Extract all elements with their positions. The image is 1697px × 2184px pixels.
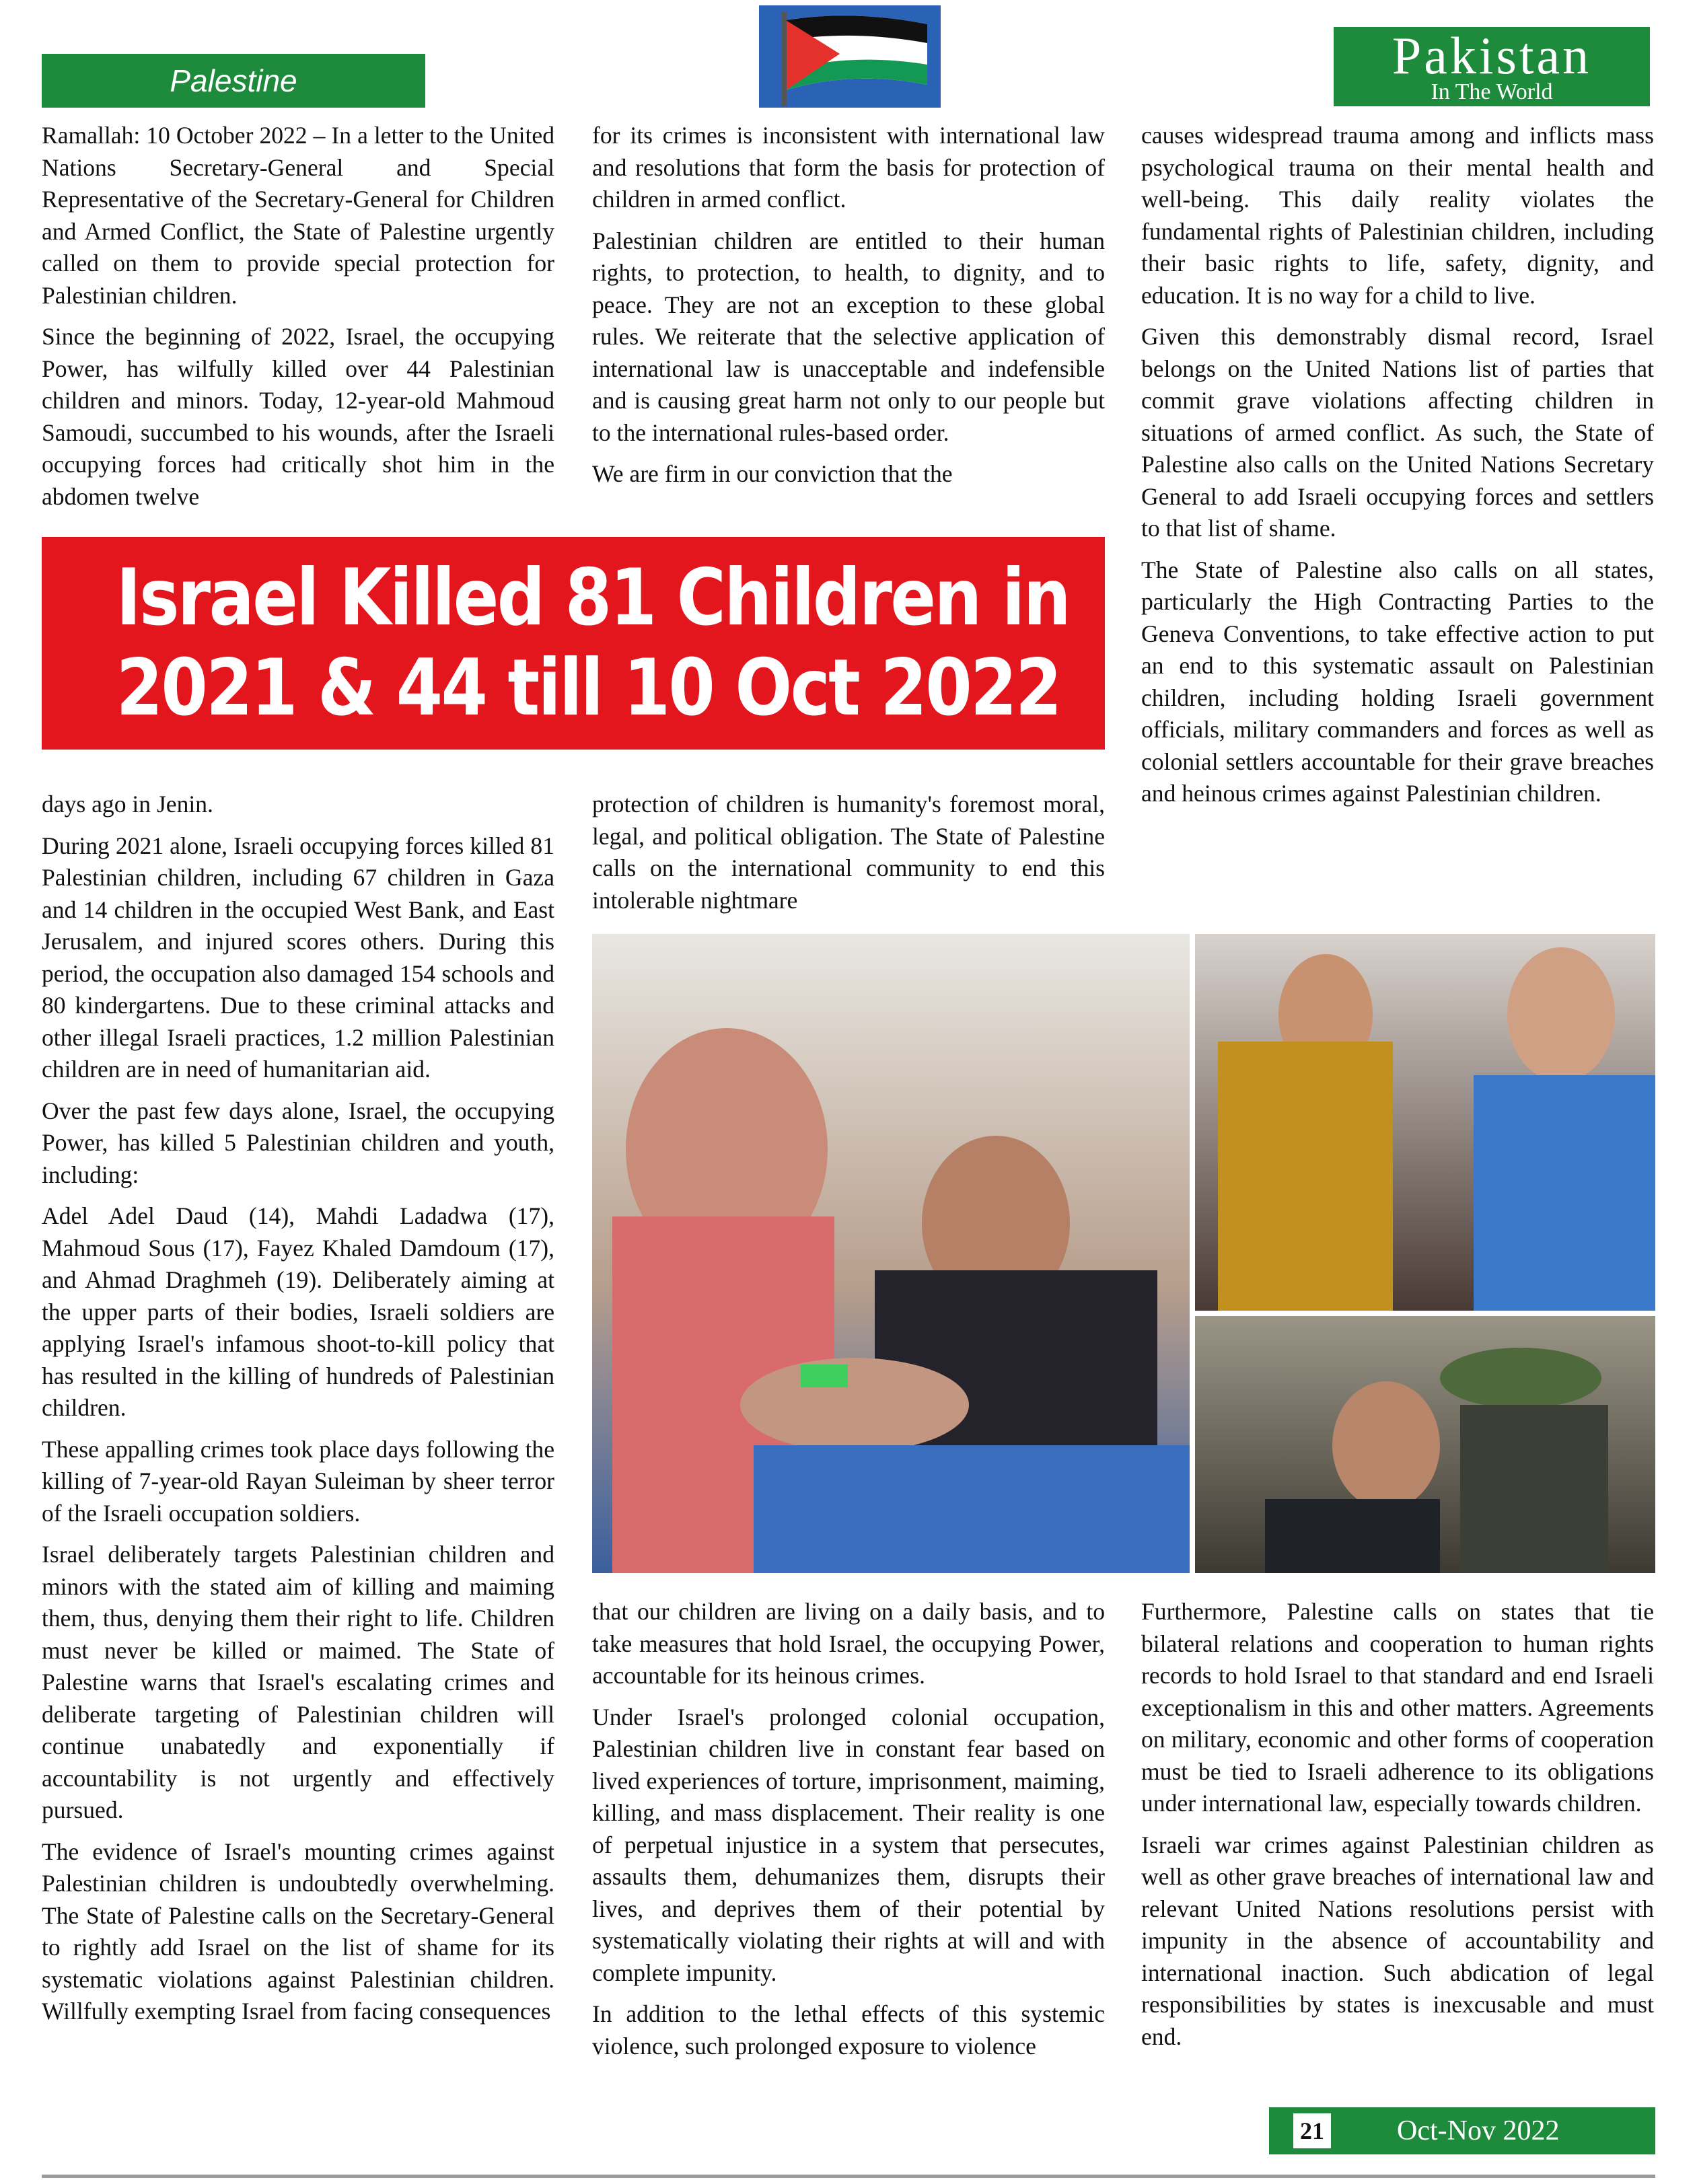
- headline-line-1: Israel Killed 81 Children in: [116, 552, 1070, 643]
- paragraph: Since the beginning of 2022, Israel, the occupying Power, has wilfully killed over 44 Palestinian children and minors. Today, 12-year-old Mahmoud Samoudi, succumbed to his wounds, after the Israeli occupying forces had critically shot him in the abdomen twelve: [42, 323, 554, 510]
- issue-date: Oct-Nov 2022: [1397, 2115, 1560, 2146]
- column-1-top: [42, 120, 554, 522]
- paragraph: Palestinian children are entitled to their human rights, to protection, to health, to dignity, and to peace. They are not an exception to these global rules. We reiterate that the selective application of international law is unacceptable and indefensible and is causing great harm not only to our people but to the international rules-based order.: [592, 227, 1105, 446]
- logo-title: Pakistan: [1392, 26, 1592, 85]
- page-number: 21: [1293, 2113, 1331, 2148]
- paragraph: Furthermore, Palestine calls on states that tie bilateral relations and cooperation to human rights records to hold Israel to that standard and end Israeli exceptionalism in this and other matters. Agreements on military, economic and other forms of cooperation must be tied to Israeli adherence to its obligations under international law, especially towards children.: [1141, 1598, 1654, 1817]
- photo-collage: [592, 934, 1655, 1573]
- paragraph: for its crimes is inconsistent with international law and resolutions that form the basis for protection of children in armed conflict.: [592, 122, 1105, 213]
- paragraph: Ramallah: 10 October 2022 – In a letter to the United Nations Secretary-General and Special Representative of the Secretary-General for Children and Armed Conflict, the State of Palestine urgently called on them to provide special protection for Palestinian children.: [42, 122, 554, 309]
- column-2-bottom: [592, 1596, 1105, 2072]
- footer-divider: [42, 2175, 1655, 2178]
- magazine-logo: [1334, 27, 1650, 106]
- paragraph: Adel Adel Daud (14), Mahdi Ladadwa (17), Mahmoud Sous (17), Fayez Khaled Damdoum (17), and Ahmad Draghmeh (19). Deliberately aiming at the upper parts of their bodies, Israeli soldiers are applying Israel's infamous shoot-to-kill policy that has resulted in the killing of hundreds of Palestinian children.: [42, 1202, 554, 1421]
- column-3-bottom: [1141, 1596, 1654, 2062]
- section-tag: Palestine: [42, 54, 425, 108]
- column-3-top: [1141, 120, 1654, 820]
- logo-subtitle: In The World: [1431, 79, 1553, 104]
- paragraph: In addition to the lethal effects of this systemic violence, such prolonged exposure to violence: [592, 2000, 1105, 2060]
- footer-bar: [1269, 2107, 1655, 2154]
- paragraph: Israel deliberately targets Palestinian children and minors with the stated aim of killing and maiming them, thus, denying them their right to life. Children must never be killed or maimed. The State of Palestine warns that Israel's escalating crimes and deliberate targeting of Palestinian children will continue unabatedly and exponentially if accountability is not urgently and effectively pursued.: [42, 1541, 554, 1823]
- paragraph: days ago in Jenin.: [42, 791, 213, 817]
- paragraph: Israeli war crimes against Palestinian children as well as other grave breaches of international law and relevant United Nations resolutions persist with impunity in the absence of accountability and international inaction. Such abdication of legal responsibilities by states is inexcusable and must end.: [1141, 1831, 1654, 2050]
- paragraph: causes widespread trauma among and inflicts mass psychological trauma on their mental health and well-being. This daily reality violates the fundamental rights of Palestinian children, including their basic rights to life, safety, dignity, and education. It is no way for a child to live.: [1141, 122, 1654, 309]
- paragraph: The State of Palestine also calls on all states, particularly the High Contracting Parties to the Geneva Conventions, to take effective action to put an end to this systematic assault on Palestinian children, including holding Israeli government officials, military commanders and forces as well as colonial settlers accountable for their grave breaches and heinous crimes against Palestinian children.: [1141, 556, 1654, 807]
- column-1-bottom: [42, 789, 554, 2037]
- paragraph: Over the past few days alone, Israel, the occupying Power, has killed 5 Palestinian children and youth, including:: [42, 1097, 554, 1188]
- paragraph: Under Israel's prolonged colonial occupation, Palestinian children live in constant fear based on lived experiences of torture, imprisonment, maiming, killing, and mass displacement. Their reality is one of perpetual injustice in a system that persecutes, assaults them, dehumanizes them, disrupts their lives, and deprives them of their potential by systematically violating their rights at will and with complete impunity.: [592, 1703, 1105, 1986]
- paragraph: During 2021 alone, Israeli occupying forces killed 81 Palestinian children, including 67 children in Gaza and 14 children in the occupied West Bank, and East Jerusalem, and injured scores others. During this period, the occupation also damaged 154 schools and 80 kindergartens. Due to these criminal attacks and other illegal Israeli practices, 1.2 million Palestinian children are in need of humanitarian aid.: [42, 832, 554, 1083]
- paragraph: These appalling crimes took place days following the killing of 7-year-old Rayan Suleiman by sheer terror of the Israeli occupation soldiers.: [42, 1435, 554, 1527]
- paragraph: We are firm in our conviction that the: [592, 460, 953, 487]
- headline-line-2: 2021 & 44 till 10 Oct 2022: [116, 643, 1060, 733]
- paragraph: The evidence of Israel's mounting crimes against Palestinian children is undoubtedly overwhelming. The State of Palestine calls on the Secretary-General to rightly add Israel on the list of shame for its systematic violations against Palestinian children. Willfully exempting Israel from facing consequences: [42, 1837, 554, 2025]
- palestine-flag-image: [759, 5, 941, 108]
- paragraph: that our children are living on a daily basis, and to take measures that hold Israel, the occupying Power, accountable for its heinous crimes.: [592, 1598, 1105, 1689]
- paragraph: Given this demonstrably dismal record, Israel belongs on the United Nations list of parties that commit grave violations affecting children in situations of armed conflict. As such, the State of Palestine also calls on the United Nations Secretary General to add Israeli occupying forces and settlers to that list of shame.: [1141, 323, 1654, 542]
- column-2-mid: [592, 789, 1105, 926]
- paragraph: protection of children is humanity's foremost moral, legal, and political obligation. The State of Palestine calls on the international community to end this intolerable nightmare: [592, 791, 1105, 914]
- column-2-top: [592, 120, 1105, 500]
- headline-banner: [42, 537, 1105, 750]
